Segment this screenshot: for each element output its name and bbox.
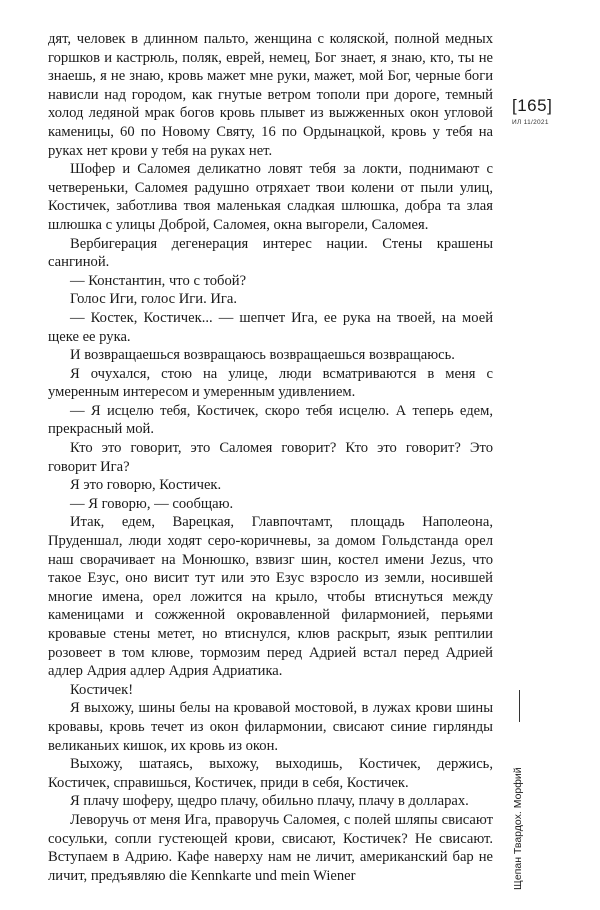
running-head — [511, 730, 527, 890]
paragraph: Я выхожу, шины белы на кровавой мостовой, в лужах крови шины кровавы, кровь течет из окон филармонии, свисают синие гирлянды великаньих кишок, их кровь из окон. — [48, 700, 493, 754]
main-text — [48, 30, 493, 885]
paragraph: Я это говорю, Костичек. — [70, 477, 222, 494]
paragraph: — Я исцелю тебя, Костичек, скоро тебя исцелю. А теперь едем, прекрасный мой. — [48, 402, 493, 438]
paragraph: И возвращаешься возвращаюсь возвращаешься возвращаюсь. — [70, 347, 455, 364]
paragraph: Итак, едем, Варецкая, Главпочтамт, площадь Наполеона, Пруденшал, люди ходят серо-коричневы, за домом Гольдстанда орел наш сворачивает на Монюшко, взвизг шин, костел имени Jezus, что такое Езус, оно висит тут или это Езус взросло из земли, носившей многие имена, орел ложится на крыло, чтобы втиснуться между каменицами и сожженной окровавленной филармонией, перьями кровавые стены метет, но втиснулся, клюв раскрыт, язык рептилии розовеет в том клюве, тормозим перед Адрией встал перед Адрией адлер Адрия адлер Адрия Адриатика. — [48, 514, 493, 680]
paragraph: Я очухался, стою на улице, люди всматриваются в меня с умеренным интересом и умеренным удивлением. — [48, 365, 493, 401]
page-number: [165] — [512, 96, 553, 115]
paragraph: — Константин, что с тобой? — [70, 272, 247, 289]
running-head-label: Щепан Твардох. Морфий — [512, 767, 524, 890]
paragraph: — Я говорю, — сообщаю. — [70, 495, 234, 512]
paragraph: Леворучь от меня Ига, праворучь Саломея, с полей шляпы свисают сосульки, сопли густеющей крови, свисают, Костичек? Не свисают. Вступаем в Адрию. Кафе наверху нам не личит, американский бар не личит, предъявляю die Kennkarte und mein Wiener — [48, 811, 493, 884]
paragraph: Вербигерация дегенерация интерес нации. Стены крашены сангиной. — [48, 235, 493, 271]
issue-label: ИЛ 11/2021 — [512, 119, 549, 126]
paragraph: дят, человек в длинном пальто, женщина с коляской, полной медных горшков и кастрюль, поляк, еврей, немец, Бог знает, я знаю, кто, ты не знаешь, я не знаю, кровь мажет мне руки, мажет, мой Бог, черные боги нависли над городом, как гнутые ветром тополи при дороге, темный холод ледяной мрак богов кровь плывет из выжженных окон угловой каменицы, 60 по Новому Святу, 16 по Ордынацкой, кровь у тебя на руках нет крови у тебя на руках нет. — [48, 31, 493, 159]
paragraph: Выхожу, шатаясь, выхожу, выходишь, Костичек, держись, Костичек, справишься, Костичек, приди в себя, Костичек. — [48, 756, 493, 791]
margin-rule — [519, 690, 520, 722]
paragraph: Кто это говорит, это Саломея говорит? Кто это говорит? Это говорит Ига? — [48, 440, 493, 475]
paragraph: — Костек, Костичек... — шепчет Ига, ее рука на твоей, на моей щеке ее рука. — [48, 309, 493, 345]
paragraph: Я плачу шоферу, щедро плачу, обильно плачу, плачу в долларах. — [70, 793, 469, 810]
paragraph: Костичек! — [70, 681, 134, 698]
paragraph: Шофер и Саломея деликатно ловят тебя за локти, поднимают с четвереньки, Саломея радушно отряхает твои колени от пыли улиц, Костичек, заботлива твоя маленькая сладкая шлюшка, добра та злая шлюшка с улицы Доброй, Саломея, окна выгорели, Саломея. — [48, 161, 493, 233]
paragraph: Голос Иги, голос Иги. Ига. — [70, 291, 238, 308]
